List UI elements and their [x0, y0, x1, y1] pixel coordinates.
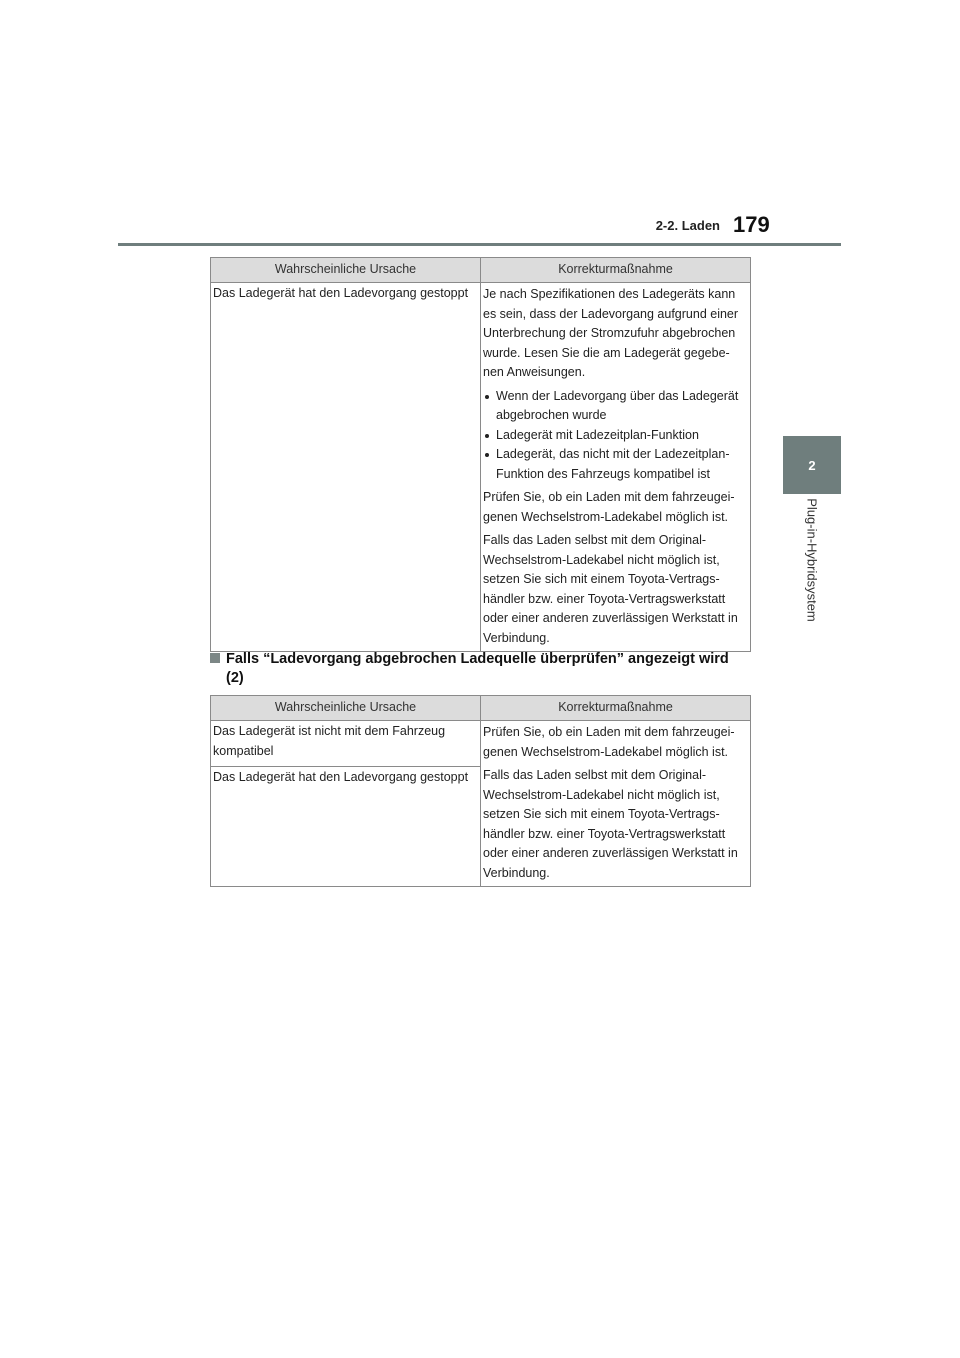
action-paragraph: Falls das Laden selbst mit dem Original-Wechselstrom-Ladekabel nicht möglich ist, setzen Sie sich mit einem Toyota-Vertrags-händler bzw. einer Toyota-Vertragswerkstatt oder einer anderen zuverlässigen Werkstatt in Verbindung.: [483, 533, 738, 645]
cause-cell: Das Ladegerät hat den Ladevorgang gestoppt: [211, 767, 481, 887]
list-item: Ladegerät mit Ladezeitplan-Funktion: [483, 426, 748, 446]
action-paragraph: Prüfen Sie, ob ein Laden mit dem fahrzeugei-genen Wechselstrom-Ladekabel möglich ist.: [483, 490, 735, 524]
column-header-cause: Wahrscheinliche Ursache: [211, 696, 481, 721]
header-section-title: 2-2. Laden: [655, 218, 720, 233]
cause-cell: Das Ladegerät ist nicht mit dem Fahrzeug kompatibel: [211, 721, 481, 767]
square-bullet-icon: [210, 653, 220, 663]
action-paragraph: Je nach Spezifikationen des Ladegeräts kann es sein, dass der Ladevorgang aufgrund einer Unterbrechung der Stromzufuhr abgebrochen wurde. Lesen Sie die am Ladegerät gegebe-nen Anweisungen.: [483, 287, 739, 379]
page-number: 179: [733, 212, 770, 237]
cause-cell: Das Ladegerät hat den Ladevorgang gestoppt: [211, 283, 481, 652]
action-paragraph: Prüfen Sie, ob ein Laden mit dem fahrzeugei-genen Wechselstrom-Ladekabel möglich ist.: [483, 725, 735, 759]
column-header-cause: Wahrscheinliche Ursache: [211, 258, 481, 283]
action-cell: [481, 721, 751, 887]
cause-table-1: [210, 257, 751, 652]
list-item: Wenn der Ladevorgang über das Ladegerät abgebrochen wurde: [483, 387, 748, 426]
chapter-number: 2: [808, 457, 816, 473]
table-row: [211, 721, 751, 767]
action-cell: [481, 283, 751, 652]
column-header-action: Korrekturmaßnahme: [481, 696, 751, 721]
chapter-tab: [783, 436, 841, 494]
column-header-action: Korrekturmaßnahme: [481, 258, 751, 283]
list-item: Ladegerät, das nicht mit der Ladezeitplan-Funktion des Fahrzeugs kompatibel ist: [483, 445, 748, 484]
section-heading: [210, 650, 750, 688]
section-heading-text: Falls “Ladevorgang abgebrochen Ladequelle überprüfen” angezeigt wird: [226, 651, 729, 667]
bullet-list: [483, 387, 748, 485]
table-row: [211, 283, 751, 652]
chapter-label: Plug-in-Hybridsystem: [804, 498, 820, 622]
header-divider: [118, 243, 841, 246]
action-paragraph: Falls das Laden selbst mit dem Original-Wechselstrom-Ladekabel nicht möglich ist, setzen Sie sich mit einem Toyota-Vertrags-händler bzw. einer Toyota-Vertragswerkstatt oder einer anderen zuverlässigen Werkstatt in Verbindung.: [483, 768, 738, 880]
table-header-row: [211, 258, 751, 283]
cause-table-2: [210, 695, 751, 887]
section-heading-suffix: (2): [226, 670, 244, 686]
table-header-row: [211, 696, 751, 721]
